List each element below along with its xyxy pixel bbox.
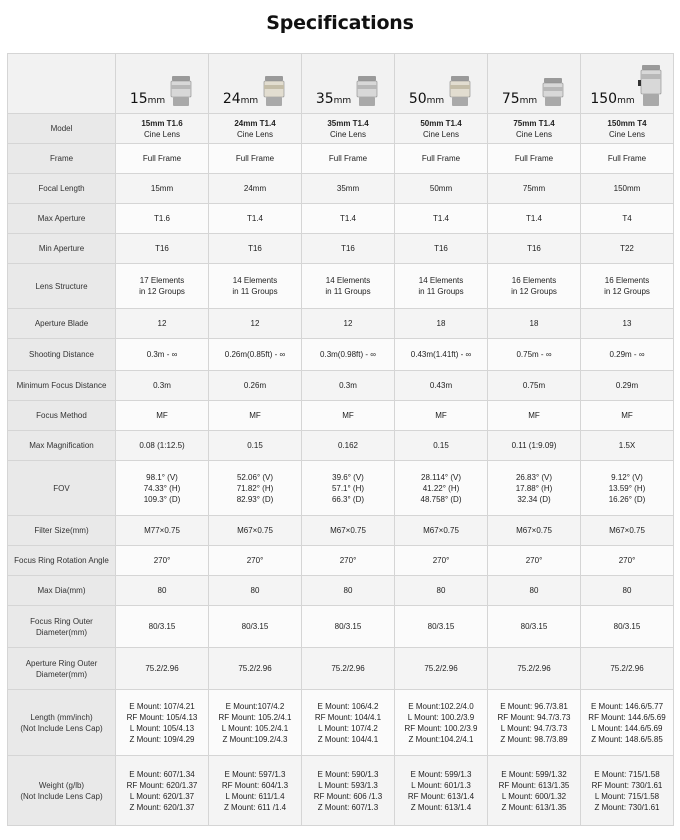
- spec-value: T1.4: [395, 204, 488, 234]
- model-subtitle: Cine Lens: [515, 129, 553, 139]
- lens-header-15mm: [116, 54, 209, 114]
- spec-value: MF: [116, 401, 209, 431]
- spec-value: 0.15: [395, 431, 488, 461]
- spec-label: Aperture Blade: [8, 309, 116, 339]
- spec-value: 80: [395, 576, 488, 606]
- spec-value: MF: [302, 401, 395, 431]
- spec-value: 0.26m(0.85ft) - ∞: [209, 339, 302, 371]
- spec-value: 270°: [395, 546, 488, 576]
- lens-icon: [638, 64, 664, 108]
- lens-header-50mm: [395, 54, 488, 114]
- spec-row: [8, 264, 674, 309]
- spec-value: Full Frame: [395, 144, 488, 174]
- spec-value: 12: [302, 309, 395, 339]
- model-subtitle: Cine Lens: [608, 129, 646, 139]
- spec-value: 18: [395, 309, 488, 339]
- spec-value: 0.29m - ∞: [581, 339, 674, 371]
- focal-number: 150: [590, 90, 618, 107]
- spec-value: 14 Elements in 11 Groups: [209, 264, 302, 309]
- spec-value: Full Frame: [488, 144, 581, 174]
- spec-value: 80/3.15: [209, 606, 302, 648]
- spec-row: [8, 606, 674, 648]
- spec-value: 75.2/2.96: [581, 648, 674, 690]
- page-title: Specifications: [266, 12, 414, 34]
- model-name: 75mm T1.4: [513, 118, 555, 128]
- spec-value: 1.5X: [581, 431, 674, 461]
- spec-value: T1.4: [488, 204, 581, 234]
- spec-label: Max Aperture: [8, 204, 116, 234]
- spec-row: [8, 114, 674, 144]
- focal-number: 15: [129, 90, 148, 107]
- spec-row: [8, 756, 674, 826]
- spec-value: 75.2/2.96: [302, 648, 395, 690]
- model-name: 150mm T4: [607, 118, 647, 128]
- focal-number: 75: [501, 90, 520, 107]
- spec-row: [8, 648, 674, 690]
- spec-value: E Mount: 590/1.3 L Mount: 593/1.3 RF Mount: 606 /1.3 Z Mount: 607/1.3: [302, 756, 395, 826]
- spec-label: Focus Ring Rotation Angle: [8, 546, 116, 576]
- model-name: 35mm T1.4: [327, 118, 369, 128]
- spec-label: Shooting Distance: [8, 339, 116, 371]
- spec-value: 17 Elements in 12 Groups: [116, 264, 209, 309]
- spec-value: 75mm: [488, 174, 581, 204]
- spec-label: Focus Method: [8, 401, 116, 431]
- spec-value: 12: [209, 309, 302, 339]
- lens-header-75mm: [488, 54, 581, 114]
- spec-label: Model: [8, 114, 116, 144]
- spec-value: 80/3.15: [395, 606, 488, 648]
- spec-label: Weight (g/lb) (Not Include Lens Cap): [8, 756, 116, 826]
- spec-value: 270°: [302, 546, 395, 576]
- model-subtitle: Cine Lens: [422, 129, 460, 139]
- spec-value: E Mount: 599/1.3 L Mount: 601/1.3 RF Mount: 613/1.4 Z Mount: 613/1.4: [395, 756, 488, 826]
- spec-value: 80: [209, 576, 302, 606]
- focal-unit: mm: [333, 95, 352, 106]
- spec-value: 14 Elements in 11 Groups: [395, 264, 488, 309]
- spec-value: 75.2/2.96: [116, 648, 209, 690]
- spec-label: Filter Size(mm): [8, 516, 116, 546]
- spec-value: MF: [209, 401, 302, 431]
- lens-icon: [354, 74, 380, 108]
- lens-icon: [168, 74, 194, 108]
- spec-row: [8, 401, 674, 431]
- spec-row: [8, 461, 674, 516]
- spec-row: [8, 174, 674, 204]
- spec-value: T4: [581, 204, 674, 234]
- spec-value: 80/3.15: [581, 606, 674, 648]
- spec-value: [209, 114, 302, 144]
- spec-value: 75.2/2.96: [395, 648, 488, 690]
- header-corner-cell: [8, 54, 116, 114]
- spec-value: 0.08 (1:12.5): [116, 431, 209, 461]
- spec-value: 98.1° (V) 74.33° (H) 109.3° (D): [116, 461, 209, 516]
- spec-value: 35mm: [302, 174, 395, 204]
- spec-label: Aperture Ring Outer Diameter(mm): [8, 648, 116, 690]
- spec-value: Full Frame: [116, 144, 209, 174]
- spec-value: E Mount: 106/4.2 RF Mount: 104/4.1 L Mount: 107/4.2 Z Mount: 104/4.1: [302, 690, 395, 756]
- spec-value: 39.6° (V) 57.1° (H) 66.3° (D): [302, 461, 395, 516]
- focal-number: 35: [315, 90, 334, 107]
- spec-value: M67×0.75: [488, 516, 581, 546]
- spec-value: 9.12° (V) 13.59° (H) 16.26° (D): [581, 461, 674, 516]
- spec-value: 0.15: [209, 431, 302, 461]
- spec-value: 0.26m: [209, 371, 302, 401]
- model-subtitle: Cine Lens: [143, 129, 181, 139]
- spec-value: 80: [488, 576, 581, 606]
- focal-number: 24: [222, 90, 241, 107]
- spec-value: 14 Elements in 11 Groups: [302, 264, 395, 309]
- spec-value: 0.75m: [488, 371, 581, 401]
- spec-value: 18: [488, 309, 581, 339]
- spec-label: Max Dia(mm): [8, 576, 116, 606]
- model-name: 15mm T1.6: [141, 118, 183, 128]
- spec-value: MF: [395, 401, 488, 431]
- spec-row: [8, 204, 674, 234]
- spec-label: Focus Ring Outer Diameter(mm): [8, 606, 116, 648]
- spec-value: 50mm: [395, 174, 488, 204]
- spec-label: Min Aperture: [8, 234, 116, 264]
- spec-row: [8, 546, 674, 576]
- spec-value: T22: [581, 234, 674, 264]
- lens-icon: [261, 74, 287, 108]
- spec-value: MF: [581, 401, 674, 431]
- model-name: 50mm T1.4: [420, 118, 462, 128]
- spec-value: 80/3.15: [116, 606, 209, 648]
- spec-value: 0.162: [302, 431, 395, 461]
- spec-value: T16: [209, 234, 302, 264]
- spec-row: [8, 516, 674, 546]
- spec-value: 270°: [581, 546, 674, 576]
- spec-value: 0.3m: [116, 371, 209, 401]
- spec-label: Focal Length: [8, 174, 116, 204]
- spec-value: Full Frame: [581, 144, 674, 174]
- spec-value: [116, 114, 209, 144]
- spec-value: MF: [488, 401, 581, 431]
- spec-value: M67×0.75: [302, 516, 395, 546]
- spec-row: [8, 690, 674, 756]
- spec-value: 270°: [116, 546, 209, 576]
- spec-value: E Mount: 107/4.21 RF Mount: 105/4.13 L Mount: 105/4.13 Z Mount: 109/4.29: [116, 690, 209, 756]
- spec-value: [395, 114, 488, 144]
- specifications-table: [7, 53, 674, 826]
- spec-value: 270°: [488, 546, 581, 576]
- spec-row: [8, 144, 674, 174]
- spec-value: 80: [581, 576, 674, 606]
- spec-value: T16: [488, 234, 581, 264]
- spec-value: [302, 114, 395, 144]
- spec-value: E Mount: 599/1.32 RF Mount: 613/1.35 L Mount: 600/1.32 Z Mount: 613/1.35: [488, 756, 581, 826]
- spec-value: M67×0.75: [395, 516, 488, 546]
- spec-value: T1.4: [209, 204, 302, 234]
- spec-value: Full Frame: [302, 144, 395, 174]
- spec-value: [581, 114, 674, 144]
- spec-value: T1.4: [302, 204, 395, 234]
- spec-row: [8, 234, 674, 264]
- spec-value: E Mount: 715/1.58 RF Mount: 730/1.61 L Mount: 715/1.58 Z Mount: 730/1.61: [581, 756, 674, 826]
- spec-value: 80/3.15: [302, 606, 395, 648]
- spec-value: 13: [581, 309, 674, 339]
- spec-value: 75.2/2.96: [209, 648, 302, 690]
- lens-icon: [540, 74, 566, 108]
- spec-value: E Mount: 607/1.34 RF Mount: 620/1.37 L Mount: 620/1.37 Z Mount: 620/1.37: [116, 756, 209, 826]
- spec-value: 0.75m - ∞: [488, 339, 581, 371]
- spec-value: 12: [116, 309, 209, 339]
- spec-label: Frame: [8, 144, 116, 174]
- model-name: 24mm T1.4: [234, 118, 276, 128]
- spec-value: 150mm: [581, 174, 674, 204]
- spec-value: 80: [302, 576, 395, 606]
- spec-value: 52.06° (V) 71.82° (H) 82.93° (D): [209, 461, 302, 516]
- spec-value: [488, 114, 581, 144]
- spec-value: E Mount: 96.7/3.81 RF Mount: 94.7/3.73 L Mount: 94.7/3.73 Z Mount: 98.7/3.89: [488, 690, 581, 756]
- spec-label: FOV: [8, 461, 116, 516]
- spec-row: [8, 576, 674, 606]
- spec-row: [8, 339, 674, 371]
- spec-value: T16: [302, 234, 395, 264]
- model-subtitle: Cine Lens: [236, 129, 274, 139]
- focal-unit: mm: [147, 95, 166, 106]
- spec-value: 0.3m(0.98ft) - ∞: [302, 339, 395, 371]
- spec-label: Length (mm/inch) (Not Include Lens Cap): [8, 690, 116, 756]
- focal-unit: mm: [519, 95, 538, 106]
- spec-value: 80: [116, 576, 209, 606]
- spec-row: [8, 371, 674, 401]
- focal-unit: mm: [426, 95, 445, 106]
- spec-value: 0.11 (1:9.09): [488, 431, 581, 461]
- focal-unit: mm: [240, 95, 259, 106]
- spec-value: E Mount:107/4.2 RF Mount: 105.2/4.1 L Mount: 105.2/4.1 Z Mount:109.2/4.3: [209, 690, 302, 756]
- spec-value: 24mm: [209, 174, 302, 204]
- spec-value: 75.2/2.96: [488, 648, 581, 690]
- lens-header-35mm: [302, 54, 395, 114]
- spec-value: 0.43m: [395, 371, 488, 401]
- spec-value: 0.43m(1.41ft) - ∞: [395, 339, 488, 371]
- spec-value: M77×0.75: [116, 516, 209, 546]
- spec-value: E Mount:102.2/4.0 L Mount: 100.2/3.9 RF Mount: 100.2/3.9 Z Mount:104.2/4.1: [395, 690, 488, 756]
- spec-value: T16: [116, 234, 209, 264]
- spec-row: [8, 431, 674, 461]
- lens-header-150mm: [581, 54, 674, 114]
- spec-label: Lens Structure: [8, 264, 116, 309]
- focal-unit: mm: [617, 95, 635, 106]
- spec-value: 0.3m - ∞: [116, 339, 209, 371]
- spec-value: Full Frame: [209, 144, 302, 174]
- lens-header-24mm: [209, 54, 302, 114]
- spec-value: 0.29m: [581, 371, 674, 401]
- spec-value: 270°: [209, 546, 302, 576]
- spec-label: Max Magnification: [8, 431, 116, 461]
- spec-value: 26.83° (V) 17.88° (H) 32.34 (D): [488, 461, 581, 516]
- lens-header-row: [8, 54, 674, 114]
- model-subtitle: Cine Lens: [329, 129, 367, 139]
- spec-value: 80/3.15: [488, 606, 581, 648]
- focal-number: 50: [408, 90, 427, 107]
- spec-label: Minimum Focus Distance: [8, 371, 116, 401]
- spec-value: T1.6: [116, 204, 209, 234]
- spec-value: 0.3m: [302, 371, 395, 401]
- spec-value: 16 Elements in 12 Groups: [488, 264, 581, 309]
- spec-value: 15mm: [116, 174, 209, 204]
- spec-value: E Mount: 597/1.3 RF Mount: 604/1.3 L Mount: 611/1.4 Z Mount: 611 /1.4: [209, 756, 302, 826]
- spec-value: 28.114° (V) 41.22° (H) 48.758° (D): [395, 461, 488, 516]
- spec-value: E Mount: 146.6/5.77 RF Mount: 144.6/5.69 L Mount: 144.6/5.69 Z Mount: 148.6/5.85: [581, 690, 674, 756]
- spec-value: 16 Elements in 12 Groups: [581, 264, 674, 309]
- spec-value: M67×0.75: [209, 516, 302, 546]
- lens-icon: [447, 74, 473, 108]
- spec-row: [8, 309, 674, 339]
- spec-value: T16: [395, 234, 488, 264]
- spec-value: M67×0.75: [581, 516, 674, 546]
